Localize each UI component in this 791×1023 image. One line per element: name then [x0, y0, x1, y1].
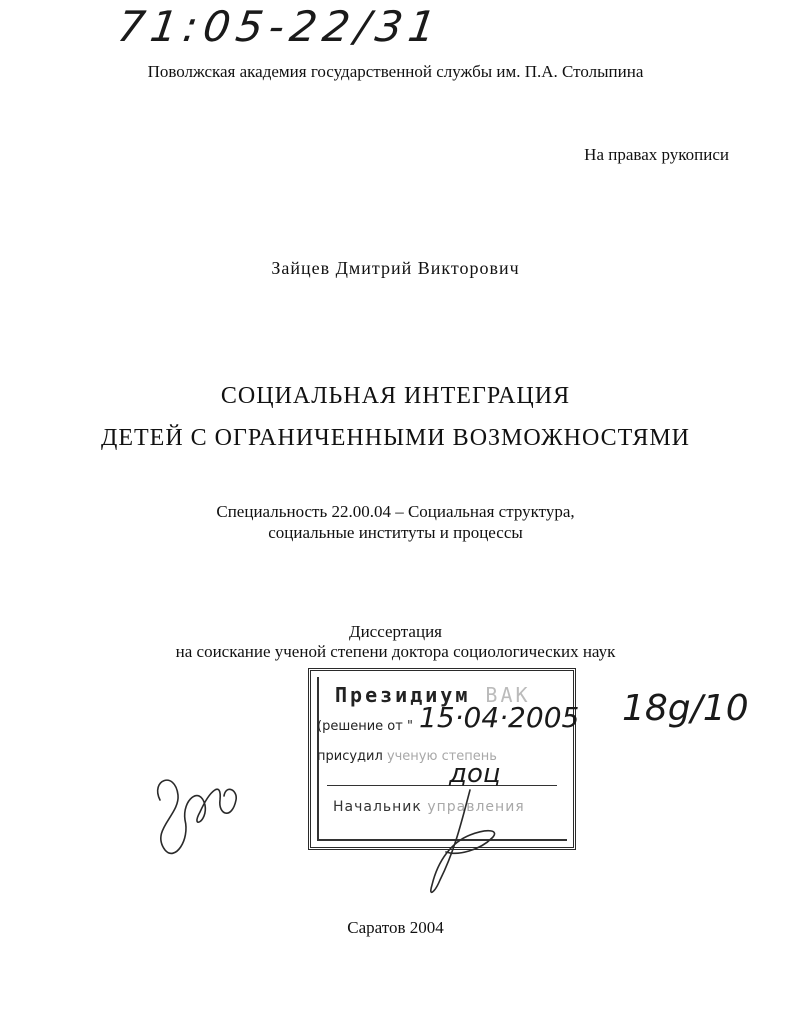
dissertation-label: Диссертация	[348, 622, 442, 641]
specialty-line-1: Специальность 22.00.04 – Социальная структура,	[216, 502, 575, 521]
resolution-number: 18g/10	[622, 688, 749, 729]
stamp-head-label: Начальник	[333, 799, 422, 815]
academy-name: Поволжская академия государственной службы им. П.А. Столыпина	[147, 62, 644, 81]
stamp-awarded-faded: ученую степень	[386, 749, 497, 764]
stamp-divider	[327, 785, 557, 786]
stamp-head-faded: управления	[427, 799, 525, 815]
stamp-degree: доц	[449, 759, 501, 789]
left-signature	[158, 780, 237, 853]
stamp-title-faded: ВАК	[485, 683, 531, 707]
title-line-2: ДЕТЕЙ С ОГРАНИЧЕННЫМИ ВОЗМОЖНОСТЯМИ	[100, 425, 691, 451]
vak-stamp	[308, 668, 580, 850]
stamp-awarded-label: присудил	[317, 749, 383, 764]
dissertation-degree-line: на соискание ученой степени доктора социологических наук	[175, 642, 616, 661]
stamp-decision-date: 15·04·2005	[419, 701, 580, 734]
author-name: Зайцев Дмитрий Викторович	[271, 258, 520, 278]
stamp-head	[333, 799, 525, 815]
stamp-title-text: Президиум	[335, 683, 471, 707]
title-line-1: СОЦИАЛЬНАЯ ИНТЕГРАЦИЯ	[220, 383, 571, 409]
stamp-decision-label: (решение от "	[317, 719, 413, 734]
registry-number: 71:05-22/31	[114, 2, 445, 51]
city-year: Саратов 2004	[347, 918, 444, 937]
specialty-line-2: социальные институты и процессы	[268, 523, 523, 542]
manuscript-note: На правах рукописи	[584, 145, 729, 164]
